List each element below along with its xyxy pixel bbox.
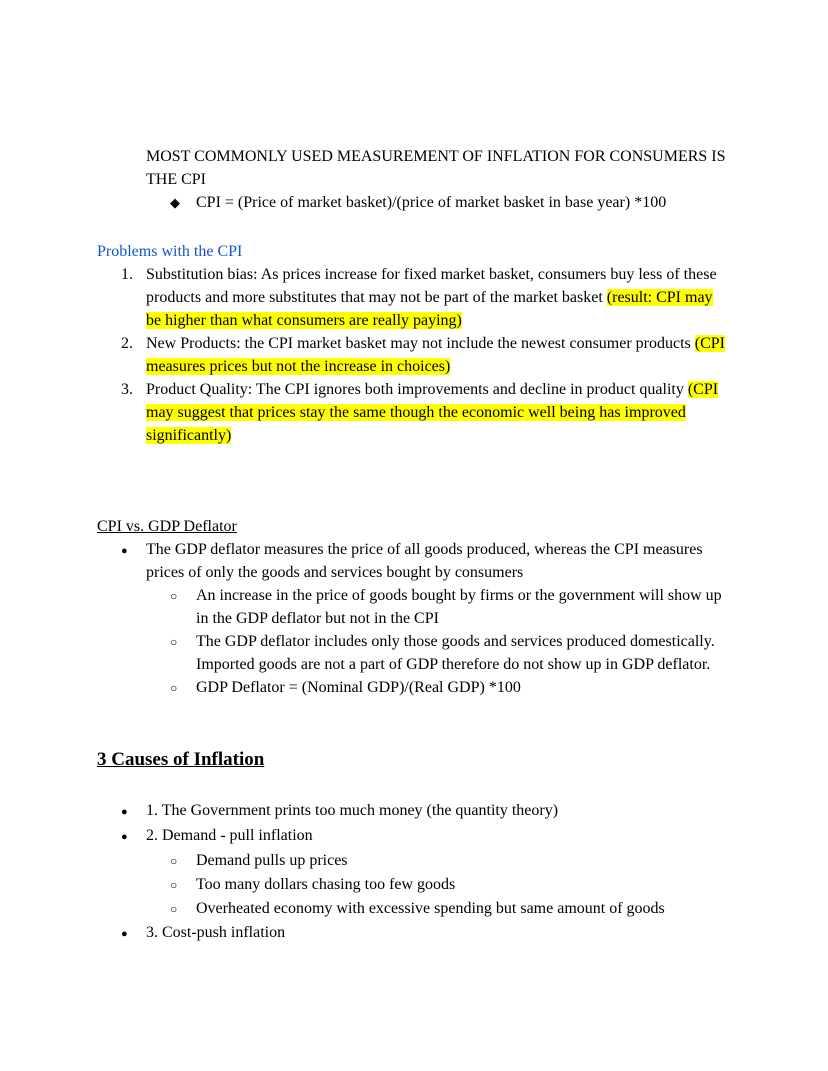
sub-bullet-text: The GDP deflator includes only those goods and services produced domestically. Imported goods are not a part of GDP therefore do not show up in GDP deflator.: [196, 633, 715, 673]
disc-bullet-icon: ●: [121, 806, 128, 818]
cause-text: 3. Cost-push inflation: [146, 924, 286, 941]
circle-bullet-icon: ○: [170, 589, 178, 603]
sub-bullet-item: [170, 873, 728, 897]
gdp-deflator-formula-item: [170, 676, 728, 700]
sub-bullet-text: Demand pulls up prices: [196, 852, 348, 869]
cause-item-demand-pull: [121, 824, 728, 849]
diamond-bullet-icon: ◆: [170, 195, 180, 210]
disc-bullet-icon: ●: [121, 928, 128, 940]
sub-bullet-item: [170, 584, 728, 630]
problem-text: Substitution bias: As prices increase for fixed market basket, consumers buy less of these products and more substitutes that may not be part of the market basket: [146, 266, 717, 306]
problems-heading: Problems with the CPI: [97, 243, 243, 260]
cause-item-quantity-theory: [121, 799, 728, 824]
circle-bullet-icon: ○: [170, 902, 178, 916]
item-number: 3.: [121, 381, 133, 398]
cause-text: 2. Demand - pull inflation: [146, 827, 313, 844]
causes-heading: 3 Causes of Inflation: [97, 749, 265, 770]
sub-bullet-text: Too many dollars chasing too few goods: [196, 876, 456, 893]
circle-bullet-icon: ○: [170, 878, 178, 892]
sub-bullet-text: An increase in the price of goods bought by firms or the government will show up in the GDP deflator but not in the CPI: [196, 587, 722, 627]
gdp-deflator-formula-text: GDP Deflator = (Nominal GDP)/(Real GDP) *100: [196, 679, 521, 696]
problem-item-new-products: [121, 332, 728, 378]
problem-item-product-quality: [121, 378, 728, 447]
sub-bullet-text: Overheated economy with excessive spending but same amount of goods: [196, 900, 665, 917]
disc-bullet-icon: ●: [121, 831, 128, 843]
problem-item-text: [146, 332, 728, 378]
cpi-formula-text: CPI = (Price of market basket)/(price of market basket in base year) *100: [196, 194, 667, 211]
highlighted-text: (CPI measures prices but not the increase in choices): [146, 335, 725, 375]
item-number: 2.: [121, 335, 133, 352]
problem-item-text: [146, 378, 728, 447]
sub-bullet-item: [170, 897, 728, 921]
sub-bullet-item: [170, 849, 728, 873]
intro-section: [146, 145, 728, 214]
cause-item-cost-push: [121, 921, 728, 946]
highlighted-text: (result: CPI may be higher than what consumers are really paying): [146, 289, 713, 329]
sub-bullet-item: [170, 630, 728, 676]
problems-section: [97, 240, 728, 447]
circle-bullet-icon: ○: [170, 681, 178, 695]
disc-bullet-icon: ●: [121, 545, 128, 557]
circle-bullet-icon: ○: [170, 635, 178, 649]
cpi-vs-gdp-section: [97, 515, 728, 700]
cpi-vs-gdp-heading: CPI vs. GDP Deflator: [97, 518, 237, 535]
problem-text: New Products: the CPI market basket may not include the newest consumer products: [146, 335, 695, 352]
highlighted-text: (CPI may suggest that prices stay the same though the economic well being has improved significantly): [146, 381, 719, 444]
problem-item-substitution-bias: [121, 263, 728, 332]
item-number: 1.: [121, 266, 133, 283]
causes-section: [97, 746, 728, 946]
intro-heading: MOST COMMONLY USED MEASUREMENT OF INFLATION FOR CONSUMERS IS THE CPI: [146, 148, 726, 188]
gdp-deflator-text: The GDP deflator measures the price of all goods produced, whereas the CPI measures prices of only the goods and services bought by consumers: [146, 541, 703, 581]
circle-bullet-icon: ○: [170, 854, 178, 868]
cause-text: 1. The Government prints too much money (the quantity theory): [146, 802, 559, 819]
gdp-deflator-bullet-item: [121, 538, 728, 584]
problem-text: Product Quality: The CPI ignores both improvements and decline in product quality: [146, 381, 688, 398]
problem-item-text: [146, 263, 728, 332]
cpi-formula-item: [170, 191, 728, 214]
